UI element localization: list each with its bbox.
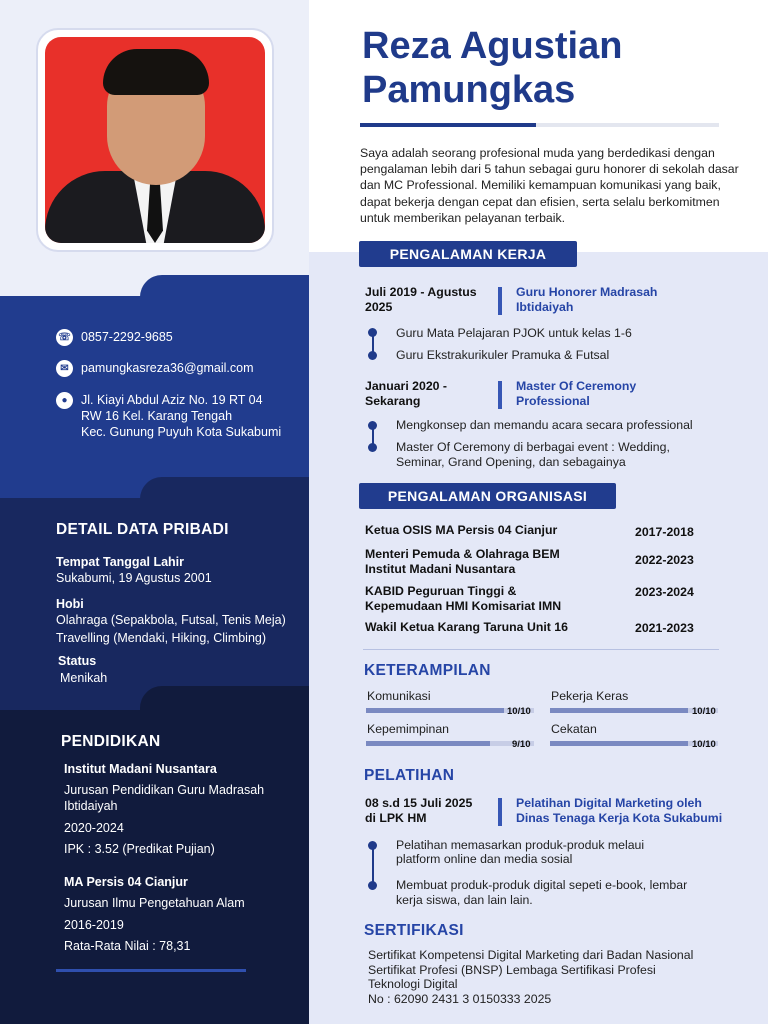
work-bullet: Guru Mata Pelajaran PJOK untuk kelas 1-6 bbox=[396, 326, 632, 340]
org-years: 2017-2018 bbox=[635, 525, 694, 539]
status-value: Menikah bbox=[60, 671, 108, 685]
hobby-item: Olahraga (Sepakbola, Futsal, Tenis Meja) bbox=[56, 613, 286, 627]
contact-email[interactable] bbox=[56, 360, 254, 377]
birth-value: Sukabumi, 19 Agustus 2001 bbox=[56, 571, 212, 585]
skill-bar-fill bbox=[550, 741, 688, 746]
school-score: IPK : 3.52 (Predikat Pujian) bbox=[64, 842, 215, 856]
school-name: Institut Madani Nusantara bbox=[64, 762, 217, 776]
work-timeline-dot bbox=[368, 443, 377, 452]
work-timeline-dot bbox=[368, 421, 377, 430]
profile-photo bbox=[45, 37, 265, 243]
mail-icon: ✉ bbox=[56, 360, 73, 377]
training-title: Pelatihan Digital Marketing oleh Dinas Tenaga Kerja Kota Sukabumi bbox=[516, 796, 723, 825]
skill-bar-fill bbox=[366, 708, 504, 713]
org-name: Menteri Pemuda & Olahraga BEM Institut Madani Nusantara bbox=[365, 547, 560, 576]
personal-heading: DETAIL DATA PRIBADI bbox=[56, 521, 229, 538]
school-years: 2020-2024 bbox=[64, 821, 124, 835]
training-bullet: Pelatihan memasarkan produk-produk melaui bbox=[396, 838, 645, 852]
address-text: Jl. Kiayi Abdul Aziz No. 19 RT 04 RW 16 Kel. Karang Tengah Kec. Gunung Puyuh Kota Sukabumi bbox=[81, 393, 282, 439]
work-timeline-dot bbox=[368, 328, 377, 337]
org-name: Wakil Ketua Karang Taruna Unit 16 bbox=[365, 620, 568, 634]
org-name: Ketua OSIS MA Persis 04 Cianjur bbox=[365, 523, 558, 537]
training-bullet: platform online dan media sosial bbox=[396, 852, 573, 866]
profile-photo-frame bbox=[36, 28, 274, 252]
training-heading: PELATIHAN bbox=[364, 767, 455, 784]
training-timeline-line bbox=[372, 846, 374, 886]
work-role: Guru Honorer Madrasah Ibtidaiyah bbox=[516, 285, 658, 314]
training-timeline-dot bbox=[368, 841, 377, 850]
org-years: 2023-2024 bbox=[635, 585, 694, 599]
certification-heading: SERTIFIKASI bbox=[364, 922, 464, 939]
skill-label: Cekatan bbox=[551, 722, 597, 736]
work-bullet: Master Of Ceremony di berbagai event : Wedding, bbox=[396, 440, 670, 454]
work-divider bbox=[498, 287, 502, 315]
skill-score: 9/10 bbox=[512, 739, 531, 750]
work-date: Januari 2020 - Sekarang bbox=[365, 379, 448, 408]
section-divider bbox=[363, 649, 719, 650]
training-bullet: Membuat produk-produk digital sepeti e-book, lembar bbox=[396, 878, 688, 892]
hobby-label: Hobi bbox=[56, 597, 84, 611]
contact-address bbox=[56, 392, 281, 440]
contact-phone[interactable] bbox=[56, 329, 173, 346]
school-major: Jurusan Ilmu Pengetahuan Alam bbox=[64, 896, 245, 910]
school-years: 2016-2019 bbox=[64, 918, 124, 932]
name-underline-accent bbox=[360, 123, 536, 127]
birth-label: Tempat Tanggal Lahir bbox=[56, 555, 185, 569]
work-timeline-dot bbox=[368, 351, 377, 360]
education-band bbox=[0, 710, 309, 1024]
work-bullet: Guru Ekstrakurikuler Pramuka & Futsal bbox=[396, 348, 610, 362]
certification-text: Sertifikat Kompetensi Digital Marketing dari Badan Nasional Sertifikat Profesi (BNSP) Lembaga Sertifikasi Profesi Teknologi Digital No : 62090 2431 3 0150333 2025 bbox=[368, 948, 694, 1006]
status-label: Status bbox=[58, 654, 97, 668]
skill-score: 10/10 bbox=[692, 706, 716, 717]
skill-label: Kepemimpinan bbox=[367, 722, 450, 736]
phone-text: 0857-2292-9685 bbox=[81, 330, 173, 344]
org-years: 2021-2023 bbox=[635, 621, 694, 635]
work-role: Master Of Ceremony Professional bbox=[516, 379, 637, 408]
skill-label: Pekerja Keras bbox=[551, 689, 629, 703]
training-divider bbox=[498, 798, 502, 826]
skill-score: 10/10 bbox=[692, 739, 716, 750]
work-bullet: Mengkonsep dan memandu acara secara professional bbox=[396, 418, 693, 432]
location-pin-icon: ● bbox=[56, 392, 73, 409]
school-name: MA Persis 04 Cianjur bbox=[64, 875, 188, 889]
work-heading: PENGALAMAN KERJA bbox=[359, 241, 577, 267]
school-major: Jurusan Pendidikan Guru Madrasah bbox=[64, 783, 265, 797]
hobby-item: Travelling (Mendaki, Hiking, Climbing) bbox=[56, 631, 267, 645]
skill-label: Komunikasi bbox=[367, 689, 431, 703]
education-band-tab bbox=[140, 686, 309, 712]
work-bullet: Seminar, Grand Opening, dan sebagainya bbox=[396, 455, 626, 469]
training-bullet: kerja siswa, dan lain lain. bbox=[396, 893, 533, 907]
training-timeline-dot bbox=[368, 881, 377, 890]
skill-score: 10/10 bbox=[507, 706, 531, 717]
work-divider bbox=[498, 381, 502, 409]
profile-summary: Saya adalah seorang profesional muda yang berdedikasi dengan pengalaman lebih dari 5 tahun sebagai guru honorer di sekolah dasar dan MC Professional. Memiliki kemampuan komunikasi yang baik, dapat bekerja dengan cepat dan efisien, serta selalu berkomitmen untuk memberikan pelayanan terbaik. bbox=[360, 146, 739, 225]
education-heading: PENDIDIKAN bbox=[61, 733, 161, 750]
org-name: KABID Peguruan Tinggi & Kepemudaan HMI Komisariat IMN bbox=[365, 584, 562, 613]
education-divider bbox=[56, 969, 246, 972]
skills-heading: KETERAMPILAN bbox=[364, 662, 491, 679]
phone-icon: ☏ bbox=[56, 329, 73, 346]
school-major: Ibtidaiyah bbox=[64, 799, 118, 813]
training-date: 08 s.d 15 Juli 2025 di LPK HM bbox=[365, 796, 473, 825]
school-score: Rata-Rata Nilai : 78,31 bbox=[64, 939, 191, 953]
org-years: 2022-2023 bbox=[635, 553, 694, 567]
full-name: Reza Agustian Pamungkas bbox=[362, 25, 623, 111]
work-date: Juli 2019 - Agustus 2025 bbox=[365, 285, 477, 314]
skill-bar-fill bbox=[366, 741, 490, 746]
email-text: pamungkasreza36@gmail.com bbox=[81, 361, 254, 375]
skill-bar-fill bbox=[550, 708, 688, 713]
organization-heading: PENGALAMAN ORGANISASI bbox=[359, 483, 616, 509]
